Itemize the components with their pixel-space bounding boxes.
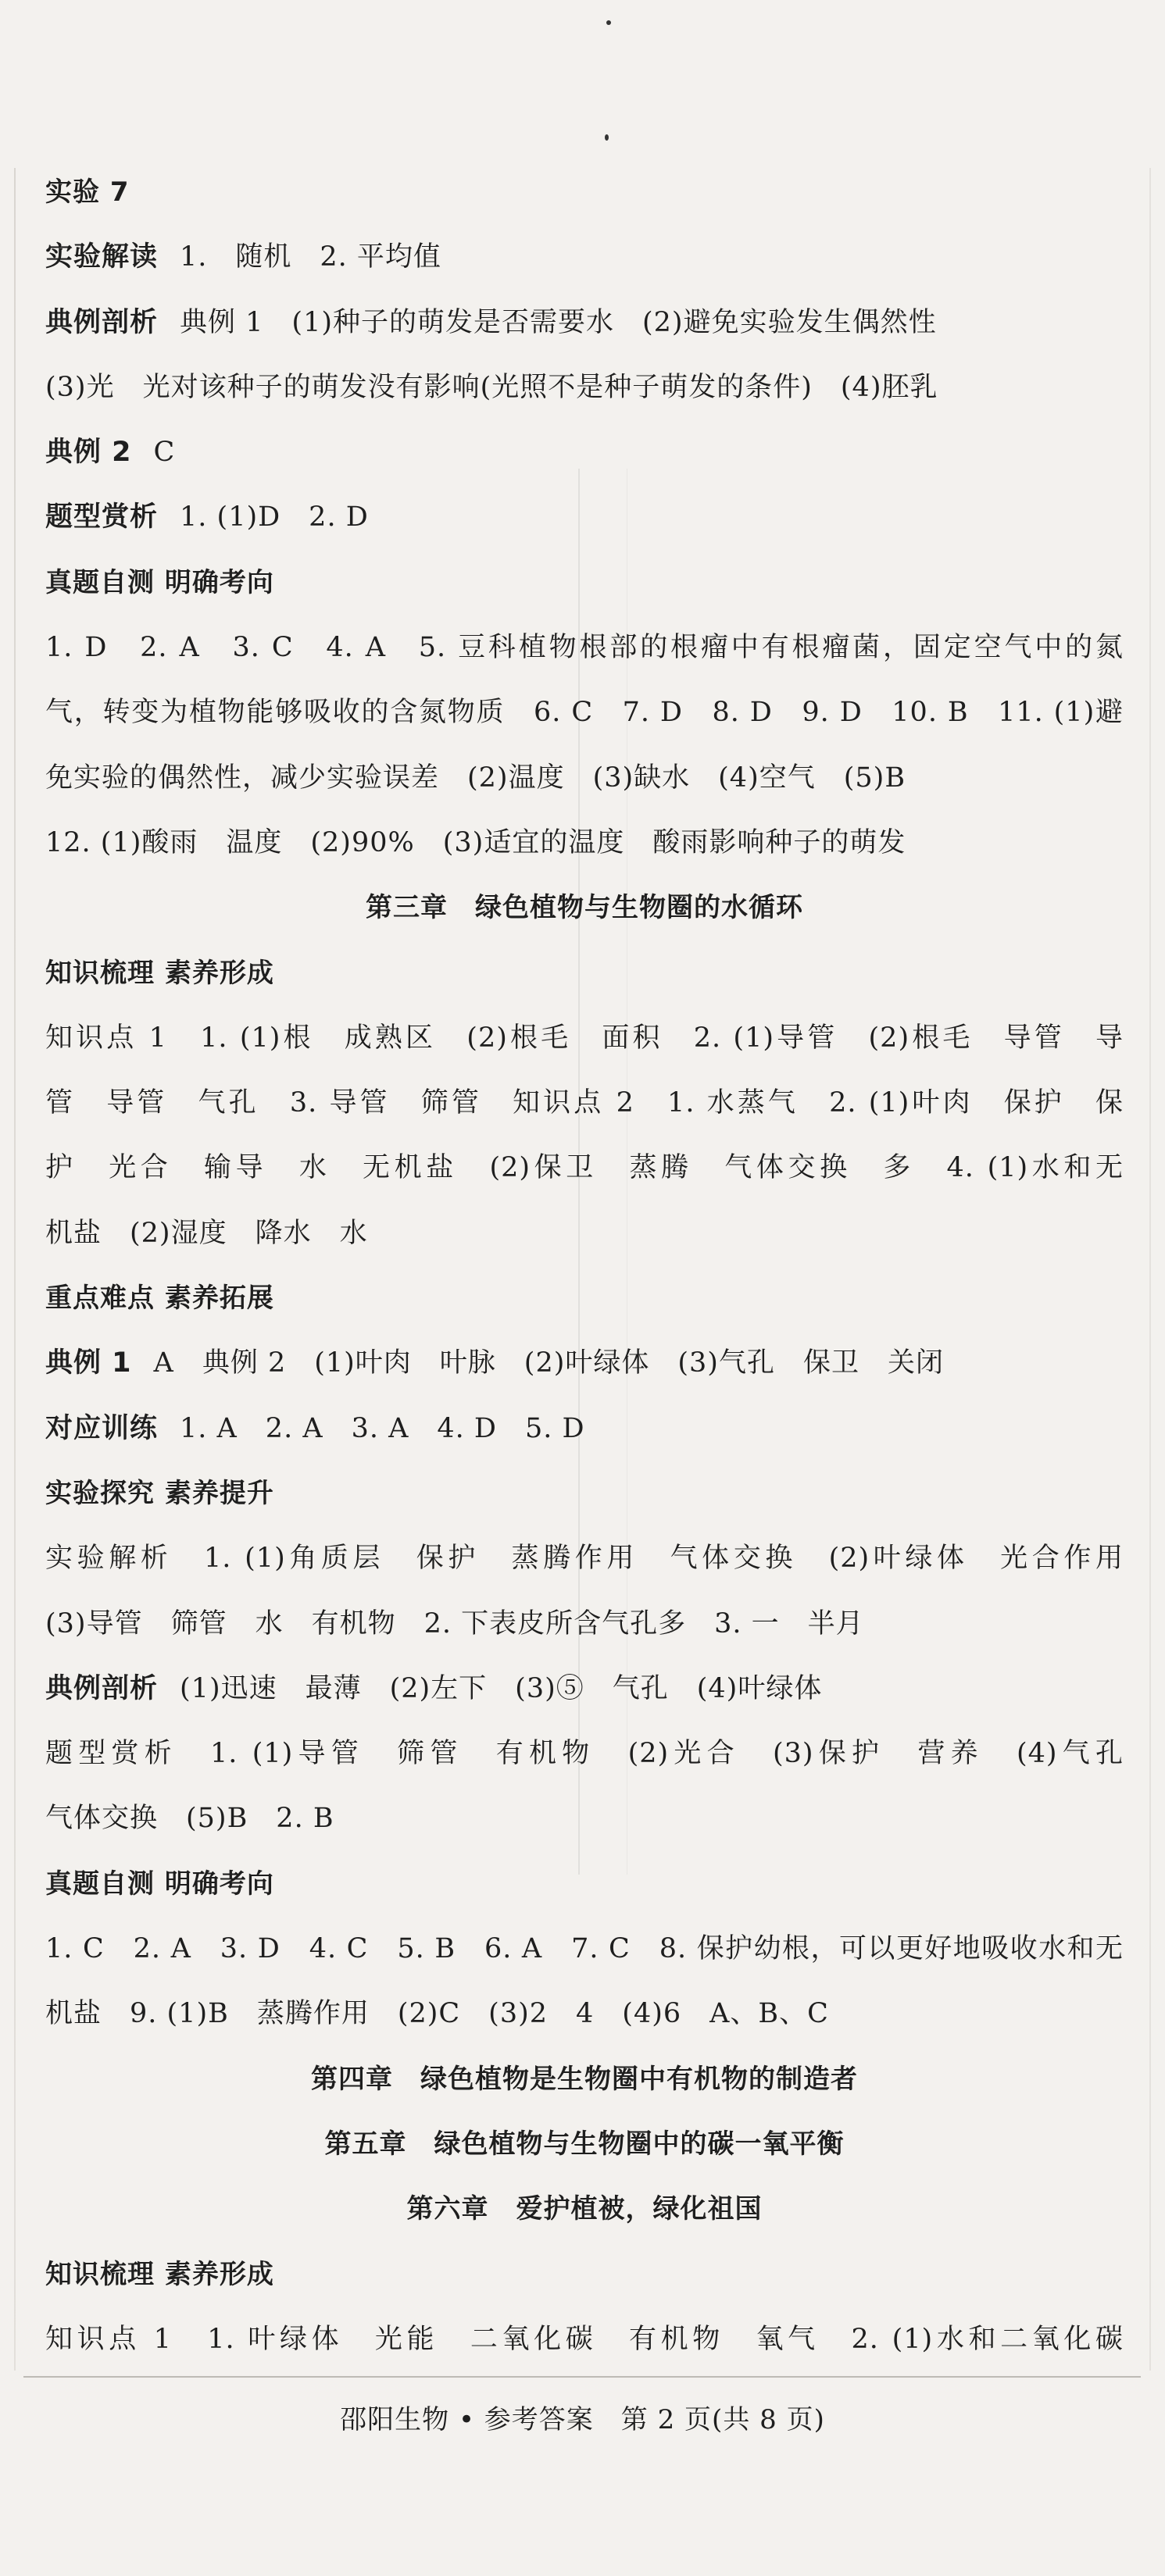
- answer-line: [45, 2307, 1124, 2372]
- answer-text: 1. C 2. A 3. D 4. C 5. B 6. A 7. C 8. 保护幼根，可以更好地吸收水和无: [45, 1933, 1124, 1965]
- answer-text: 1. D 2. A 3. C 4. A 5. 豆科植物根部的根瘤中有根瘤菌，固定空气中的氮: [45, 632, 1124, 664]
- answer-line: [45, 1982, 1124, 2046]
- answer-line: [45, 355, 1124, 420]
- answer-content: [45, 160, 1124, 2372]
- chapter-title: 第六章 爱护植被，绿化祖国: [406, 2193, 763, 2225]
- answer-text: (3)光 光对该种子的萌发没有影响(光照不是种子萌发的条件) (4)胚乳: [45, 371, 938, 403]
- answer-label: 典例 2: [45, 437, 132, 469]
- answer-text: 护 光合 输导 水 无机盐 (2)保卫 蒸腾 气体交换 多 4. (1)水和无: [45, 1152, 1124, 1184]
- answer-label: 典例剖析: [45, 306, 159, 338]
- answer-text: 1. (1)D 2. D: [180, 501, 369, 533]
- answer-text: 1. 随机 2. 平均值: [180, 241, 441, 273]
- answer-line: [45, 746, 1124, 811]
- answer-line: [45, 1657, 1124, 1721]
- answer-line: [45, 680, 1124, 745]
- answer-text: 免实验的偶然性，减少实验误差 (2)温度 (3)缺水 (4)空气 (5)B: [45, 762, 906, 794]
- answer-text: 1. A 2. A 3. A 4. D 5. D: [180, 1412, 585, 1444]
- answer-label: 题型赏析: [45, 501, 159, 533]
- answer-line: [45, 1397, 1124, 1461]
- answer-text: (1)迅速 最薄 (2)左下 (3)⑤ 气孔 (4)叶绿体: [180, 1672, 823, 1704]
- answer-label: 典例剖析: [45, 1672, 159, 1704]
- answer-line: [45, 1136, 1124, 1201]
- section-heading: 实验探究 素养提升: [45, 1477, 274, 1509]
- answer-text: 气，转变为植物能够吸收的含氮物质 6. C 7. D 8. D 9. D 10. B 11. (1)避: [45, 697, 1124, 729]
- answer-text: 典例 1 (1)种子的萌发是否需要水 (2)避免实验发生偶然性: [180, 306, 937, 338]
- page-edge-right: [1149, 168, 1151, 2371]
- answer-line: [45, 1201, 1124, 1266]
- answer-text: 机盐 (2)湿度 降水 水: [45, 1217, 368, 1249]
- answer-line: [45, 1331, 1124, 1396]
- page-edge-left: [14, 168, 16, 2371]
- footer-rule: [23, 2376, 1141, 2378]
- answer-line: [45, 1592, 1124, 1657]
- answer-label: 典例 1: [45, 1347, 132, 1379]
- answer-text: A 典例 2 (1)叶肉 叶脉 (2)叶绿体 (3)气孔 保卫 关闭: [153, 1347, 944, 1379]
- answer-text: 气体交换 (5)B 2. B: [45, 1803, 334, 1835]
- answer-line: [45, 1721, 1124, 1786]
- answer-text: (3)导管 筛管 水 有机物 2. 下表皮所含气孔多 3. 一 半月: [45, 1607, 864, 1639]
- answer-line: [45, 1526, 1124, 1591]
- answer-text: 机盐 9. (1)B 蒸腾作用 (2)C (3)2 4 (4)6 A、B、C: [45, 1998, 829, 2030]
- section-heading: 真题自测 明确考向: [45, 566, 274, 598]
- answer-text: 12. (1)酸雨 温度 (2)90% (3)适宜的温度 酸雨影响种子的萌发: [45, 826, 906, 858]
- section-heading: 知识梳理 素养形成: [45, 2258, 274, 2290]
- chapter-title: 第五章 绿色植物与生物圈中的碳一氧平衡: [324, 2128, 845, 2160]
- answer-label: 实验解读: [45, 241, 159, 273]
- section-heading: 重点难点 素养拓展: [45, 1283, 274, 1315]
- answer-text: C: [153, 437, 176, 469]
- answer-text: 知识点 1 1. 叶绿体 光能 二氧化碳 有机物 氧气 2. (1)水和二氧化碳: [45, 2323, 1124, 2355]
- answer-line: [45, 1917, 1124, 1982]
- answer-line: [45, 811, 1124, 876]
- chapter-title: 第三章 绿色植物与生物圈的水循环: [366, 892, 803, 924]
- section-heading: 真题自测 明确考向: [45, 1868, 274, 1900]
- answer-line: [45, 291, 1124, 355]
- answer-line: [45, 1786, 1124, 1851]
- page-footer: 邵阳生物 • 参考答案 第 2 页(共 8 页): [340, 2404, 825, 2435]
- answer-text: 管 导管 气孔 3. 导管 筛管 知识点 2 1. 水蒸气 2. (1)叶肉 保护 保: [45, 1087, 1124, 1119]
- answer-line: [45, 225, 1124, 290]
- section-heading: 实验 7: [45, 177, 130, 208]
- scan-speck: [605, 134, 609, 141]
- chapter-title: 第四章 绿色植物是生物圈中有机物的制造者: [311, 2063, 858, 2095]
- answer-line: [45, 1071, 1124, 1136]
- answer-line: [45, 485, 1124, 550]
- answer-line: [45, 1006, 1124, 1071]
- answer-text: 题型赏析 1. (1)导管 筛管 有机物 (2)光合 (3)保护 营养 (4)气孔: [45, 1738, 1124, 1770]
- answer-label: 对应训练: [45, 1412, 159, 1444]
- answer-text: 知识点 1 1. (1)根 成熟区 (2)根毛 面积 2. (1)导管 (2)根毛 导管 导: [45, 1022, 1124, 1054]
- answer-text: 实验解析 1. (1)角质层 保护 蒸腾作用 气体交换 (2)叶绿体 光合作用: [45, 1543, 1124, 1575]
- section-heading: 知识梳理 素养形成: [45, 957, 274, 989]
- scan-speck: [606, 20, 611, 25]
- answer-line: [45, 420, 1124, 485]
- answer-line: [45, 615, 1124, 680]
